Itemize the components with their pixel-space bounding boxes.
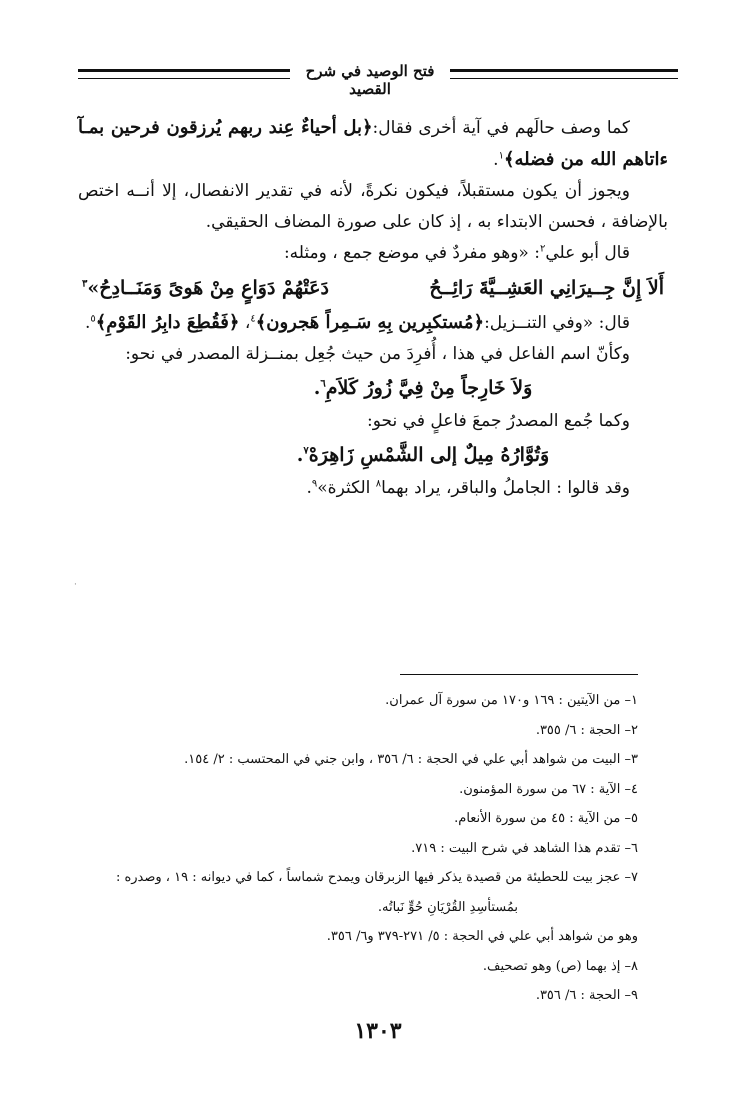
- paragraph-1: كما وصف حالَهم في آية أخرى فقال:﴿بل أحياءٌ عِند ربهم يُرزقون فرحين بمـآ ءاتاهم الله من فضله﴾$^١$.: [78, 117, 668, 170]
- footnote-ref-3: ٣: [82, 278, 88, 290]
- footnote-3: ٣– البيت من شواهد أبي علي في الحجة : ٦/ ٣٥٦ ، وابن جني في المحتسب : ٢/ ١٥٤.: [184, 752, 638, 767]
- paragraph-1-text: كما وصف حالَهم في آية أخرى فقال:: [372, 118, 630, 138]
- verse-1-second-hemistich: [82, 269, 329, 307]
- header-title: فتح الوصيد في شرح القصيد: [305, 62, 435, 98]
- main-text: [78, 112, 668, 504]
- footnote-7-continued: وهو من شواهد أبي علي في الحجة : ٥/ ٢٧١-٣٧٩ و٦/ ٣٥٦.: [326, 929, 638, 944]
- footnote-separator: [400, 674, 638, 675]
- paragraph-4: قال: «وفي التنــزيل:﴿مُستكبِرين بِهِ سَـمِراً هَجرون﴾$^٤$، ﴿فَقُطِعَ دابِرُ القَوْمِ﴾$^٥$.: [84, 312, 630, 333]
- footnote-ref-6: ٦: [320, 378, 326, 390]
- header-rule-left: [78, 69, 290, 79]
- quran-quote-3: ﴿فَقُطِعَ دابِرُ القَوْمِ﴾: [95, 312, 240, 333]
- footnote-9: ٩– الحجة : ٦/ ٣٥٦.: [535, 988, 638, 1003]
- footnote-ref-7: ٧: [303, 445, 309, 457]
- paragraph-7-b: الكثرة»: [317, 478, 376, 498]
- footnote-1: ١– من الآيتين : ١٦٩ و١٧٠ من سورة آل عمران.: [385, 693, 638, 708]
- paragraph-3: [78, 238, 668, 269]
- footnote-ref-8: ٨: [375, 478, 382, 490]
- paragraph-5: وكأنّ اسم الفاعل في هذا ، أُفرِدَ من حيث جُعِل بمنــزلة المصدر في نحو:: [125, 344, 630, 364]
- verse-2-text: وَلاَ خَارِجاً مِنْ فِيَّ زُورُ كَلاَمِ: [325, 377, 533, 399]
- footnote-5: ٥– من الآية : ٤٥ من سورة الأنعام.: [454, 811, 638, 826]
- running-header: [78, 60, 678, 98]
- footnote-ref-1: ١: [498, 150, 504, 162]
- footnote-8: ٨– إذ بهما (ص) وهو تصحيف.: [482, 958, 638, 974]
- footnotes: [108, 686, 638, 1011]
- verse-2: وَلاَ خَارِجاً مِنْ فِيَّ زُورُ كَلاَمِ$^٦$.: [313, 377, 533, 399]
- verse-1-first-hemistich: أَلاَ إِنَّ جِــيرَانِي العَشِــيَّةَ رَائِــحُ: [429, 277, 664, 299]
- quran-quote-2: ﴿مُستكبِرين بِهِ سَـمِراً هَجرون﴾: [255, 312, 485, 333]
- paragraph-4-b: ،: [239, 313, 251, 333]
- paragraph-7-a: وقد قالوا : الجاملُ والباقر، يراد بهما: [381, 478, 630, 498]
- verse-1-second-text: دَعَتْهُمْ دَوَاعٍ مِنْ هَوىً وَمَنَــادِحُ»: [87, 277, 329, 299]
- verse-1: [78, 269, 668, 307]
- quran-quote-1: ﴿بل أحياءٌ عِند ربهم يُرزقون فرحين بمـآ ءاتاهم الله من فضله﴾: [78, 117, 668, 170]
- page-number: ١٣٠٣: [354, 1018, 402, 1044]
- verse-3-text: وَتُوَّارُهُ مِيلٌ إلى الشَّمْسِ زَاهِرَهْ: [308, 444, 550, 466]
- footnote-7: ٧– عجز بيت للحطيئة من قصيدة يذكر فيها الزبرقان ويمدح شماساً ، كما في ديوانه : ١٩ ، وصدره :: [115, 870, 638, 885]
- header-rule-right: [450, 69, 678, 79]
- footnote-2: ٢– الحجة : ٦/ ٣٥٥.: [535, 722, 638, 738]
- footnote-ref-5: ٥: [90, 313, 96, 325]
- footnote-6: ٦– تقدم هذا الشاهد في شرح البيت : ٧١٩.: [411, 840, 638, 856]
- footnote-7-verse: بمُستأسِدِ القُرْيَانِ حُوٍّ نَباتُه.: [377, 899, 518, 915]
- footnote-ref-4: ٤: [250, 313, 256, 325]
- footnote-ref-2: ٢: [539, 243, 546, 255]
- paragraph-4-a: قال: «وفي التنــزيل:: [484, 313, 630, 333]
- paragraph-3-b: : «وهو مفردٌ في موضع جمع ، ومثله:: [283, 243, 540, 263]
- verse-3: وَتُوَّارُهُ مِيلٌ إلى الشَّمْسِ زَاهِرَهْ$^٧$.: [296, 444, 550, 466]
- footnote-ref-9: ٩: [311, 478, 318, 490]
- scan-speck: ·: [74, 580, 77, 590]
- paragraph-7: وقد قالوا : الجاملُ والباقر، يراد بهما$^٨$ الكثرة»$^٩$.: [306, 478, 630, 498]
- paragraph-2: ويجوز أن يكون مستقبلاً، فيكون نكرةً، لأنه في تقدير الانفصال، إلا أنــه اختص بالإضافة ، فحسن الابتداء به ، إذ كان على صورة المضاف الحقيقي.: [78, 181, 668, 232]
- paragraph-3-a: قال أبو علي: [545, 243, 630, 263]
- paragraph-6: وكما جُمع المصدرُ جمعَ فاعلٍ في نحو:: [367, 411, 630, 431]
- footnote-4: ٤– الآية : ٦٧ من سورة المؤمنون.: [459, 781, 638, 797]
